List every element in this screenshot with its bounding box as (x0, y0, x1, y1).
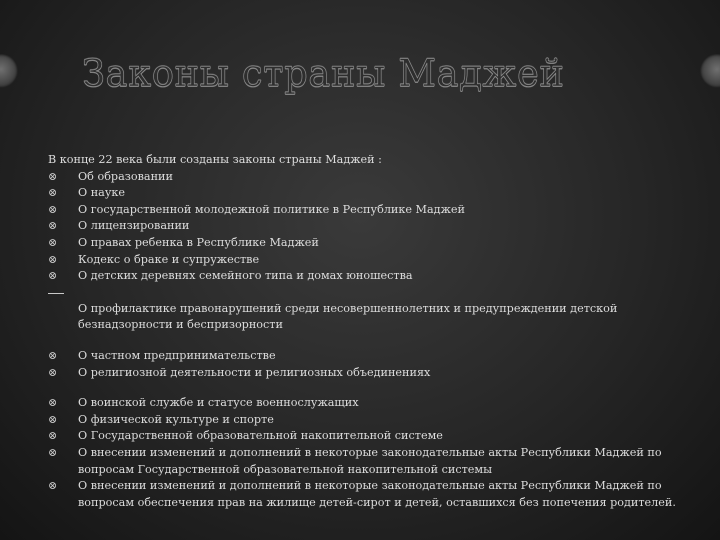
bullet-icon: ⊗ (48, 219, 58, 233)
dash-marker (48, 293, 64, 294)
bullet-icon: ⊗ (48, 412, 58, 426)
bullet-icon: ⊗ (48, 445, 58, 459)
bullet-icon: ⊗ (48, 202, 58, 216)
law-list-item-text: О правах ребенка в Республике Маджей (78, 235, 319, 249)
slide-title: Законы страны Маджей (82, 52, 565, 95)
law-list-item-text: О науке (78, 186, 126, 200)
bullet-icon: ⊗ (48, 365, 58, 379)
slide-body (48, 152, 698, 511)
law-list-item-text: О лицензировании (78, 219, 190, 233)
law-list-item-text: О детских деревнях семейного типа и домах юношества (78, 269, 413, 283)
intro-text: В конце 22 века были созданы законы страны Маджей : (48, 153, 382, 166)
bullet-icon: ⊗ (48, 429, 58, 443)
decorative-circle-right (700, 54, 720, 88)
law-list-item-text: О воинской службе и статусе военнослужащих (78, 396, 359, 410)
law-list-1 (48, 169, 698, 285)
law-list-item (48, 185, 698, 202)
law-list-item-text: О государственной молодежной политике в Республике Маджей (78, 202, 465, 216)
law-list-3 (48, 395, 698, 511)
law-list-item-text: О религиозной деятельности и религиозных объединениях (78, 365, 431, 379)
bullet-icon: ⊗ (48, 269, 58, 283)
law-list-item (48, 268, 698, 285)
bullet-icon: ⊗ (48, 169, 58, 183)
law-list-item (48, 478, 698, 511)
law-list-item (48, 252, 698, 269)
law-list-item (48, 365, 698, 382)
law-list-item-text: Об образовании (78, 169, 173, 183)
law-list-item (48, 169, 698, 186)
law-list-2 (48, 348, 698, 381)
bullet-icon: ⊗ (48, 186, 58, 200)
law-list-item-text: О физической культуре и спорте (78, 412, 274, 426)
law-list-item (48, 348, 698, 365)
bullet-icon: ⊗ (48, 235, 58, 249)
law-list-item-text: О внесении изменений и дополнений в некоторые законодательные акты Республики Маджей по вопросам Государственной образовательной накопительной системы (78, 445, 662, 476)
spacer (48, 381, 698, 395)
decorative-circle-left (0, 54, 18, 88)
law-list-item (48, 428, 698, 445)
law-list-item-text: Кодекс о браке и супружестве (78, 252, 260, 266)
spacer (48, 334, 698, 348)
law-list-item-text: О частном предпринимательстве (78, 348, 276, 362)
law-list-item (48, 445, 698, 478)
law-list-item (48, 202, 698, 219)
law-list-item (48, 218, 698, 235)
bullet-icon: ⊗ (48, 479, 58, 493)
bullet-icon: ⊗ (48, 396, 58, 410)
law-list-item (48, 412, 698, 429)
law-list-item (48, 235, 698, 252)
law-list-item (48, 395, 698, 412)
law-list-item-text: О Государственной образовательной накопительной системе (78, 429, 443, 443)
bullet-icon: ⊗ (48, 348, 58, 362)
bullet-icon: ⊗ (48, 252, 58, 266)
dash-item-text: О профилактике правонарушений среди несовершеннолетних и предупреждении детской безнадзорности и беспризорности (78, 301, 618, 332)
law-list-item-text: О внесении изменений и дополнений в некоторые законодательные акты Республики Маджей по вопросам обеспечения прав на жилище детей-сирот и детей, оставшихся без попечения родителей. (78, 479, 676, 509)
